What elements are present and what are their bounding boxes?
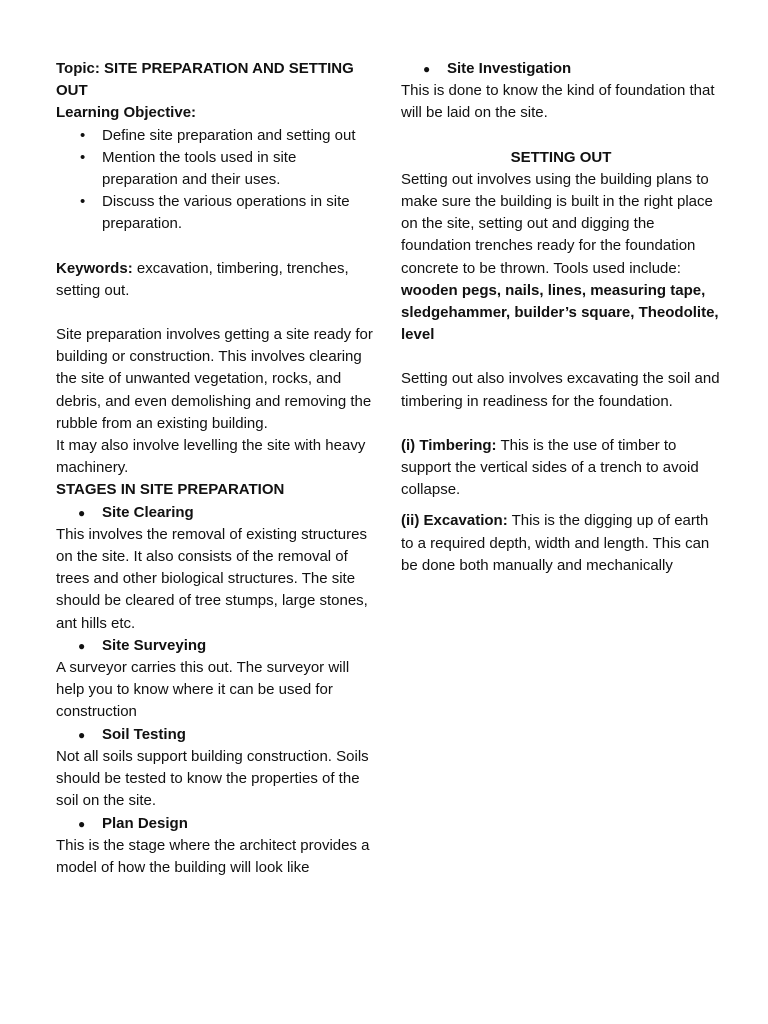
excavation-paragraph: (ii) Excavation: This is the digging up of earth to a required depth, width and length. This can be done both manually and mechanically xyxy=(401,512,710,574)
bullet-icon: ● xyxy=(423,62,431,76)
topic-heading: Topic: SITE PREPARATION AND SETTING OUT xyxy=(56,60,354,100)
stage-title: ● Site Investigation xyxy=(401,58,721,80)
stage-text: This is the stage where the architect provides a model of how the building will look like xyxy=(56,836,370,876)
excavation-label: (ii) Excavation: xyxy=(401,512,508,530)
stage-title: ● Site Surveying xyxy=(56,635,376,657)
setting-out-paragraph-2: Setting out also involves excavating the soil and timbering in readiness for the foundation. xyxy=(401,370,720,410)
intro-paragraph-2: It may also involve levelling the site with heavy machinery. xyxy=(56,437,366,477)
stage-text: This is done to know the kind of foundation that will be laid on the site. xyxy=(401,82,715,122)
bullet-icon: • xyxy=(80,126,86,144)
right-column xyxy=(401,58,721,577)
stage-text: A surveyor carries this out. The surveyor will help you to know where it can be used for construction xyxy=(56,659,350,721)
keywords-paragraph xyxy=(56,258,376,302)
bullet-icon: ● xyxy=(78,505,86,520)
setting-out-heading: SETTING OUT xyxy=(510,148,612,166)
stages-heading: STAGES IN SITE PREPARATION xyxy=(56,481,285,499)
stage-text: This involves the removal of existing structures on the site. It also consists of the removal of trees and other biological structures. The site should be cleared of tree stumps, large stones, ant hills etc. xyxy=(56,525,368,632)
learning-objective-label: Learning Objective: xyxy=(56,104,197,122)
tools-list: wooden pegs, nails, lines, measuring tape, sledgehammer, builder’s square, Theodolite, level xyxy=(401,281,719,344)
objective-item: • Discuss the various operations in site preparation. xyxy=(80,193,350,233)
timbering-label: (i) Timbering: xyxy=(401,436,497,454)
bullet-icon: ● xyxy=(78,727,86,742)
stage-text: Not all soils support building construction. Soils should be tested to know the properties of the soil on the site. xyxy=(56,747,369,810)
bullet-icon: • xyxy=(80,193,86,211)
bullet-icon: ● xyxy=(78,816,86,831)
intro-paragraph: Site preparation involves getting a site ready for building or construction. This involves clearing the site of unwanted vegetation, rocks, and debris, and even demolishing and removing the rubble from an existing building. xyxy=(56,326,373,432)
bullet-icon: • xyxy=(80,148,86,166)
objectives-list xyxy=(56,125,376,236)
setting-out-paragraph: Setting out involves using the building plans to make sure the building is built in the right place on the site, setting out and digging the foundation trenches ready for the foundation concrete to be thrown. Tools used include: wooden pegs, nails, lines, measuring tape, sledgehammer, builder’s square, Theodolite, level xyxy=(401,170,719,344)
keywords-text: excavation, timbering, trenches, setting out. xyxy=(56,259,349,299)
timbering-paragraph: (i) Timbering: This is the use of timber to support the vertical sides of a trench to avoid collapse. xyxy=(401,436,699,499)
stage-title: ● Soil Testing xyxy=(56,724,376,746)
stage-title: ● Site Clearing xyxy=(56,502,376,524)
keywords-label: Keywords: xyxy=(56,259,133,277)
objective-item: • Define site preparation and setting out xyxy=(56,125,376,147)
stage-title: ● Plan Design xyxy=(56,813,376,835)
objective-item: • Mention the tools used in site preparation and their uses. xyxy=(80,148,297,189)
bullet-icon: ● xyxy=(78,638,86,653)
left-column xyxy=(56,58,376,879)
